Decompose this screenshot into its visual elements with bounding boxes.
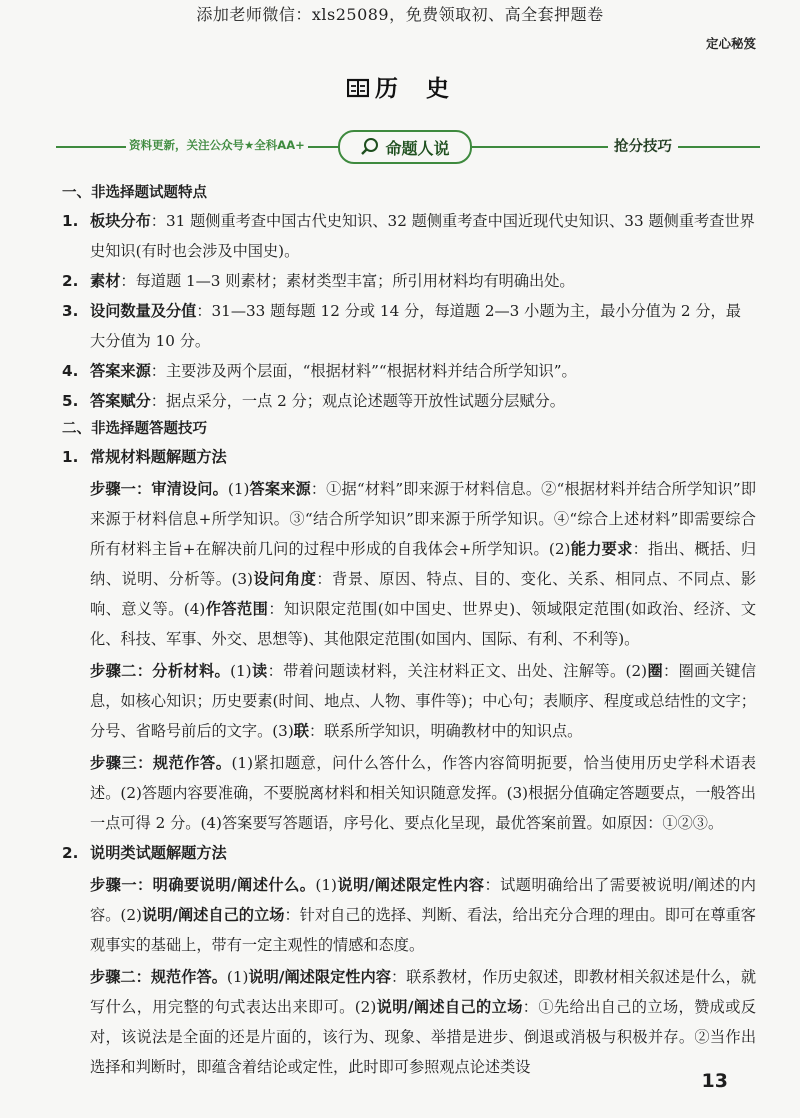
method-step — [62, 748, 756, 838]
ribbon-badge-label: 命题人说 — [385, 138, 450, 158]
method-heading — [62, 838, 756, 868]
ribbon-left-note: 资料更新，关注公众号★全科AA+ — [126, 137, 308, 153]
step-keyword: 圈 — [647, 662, 664, 680]
method-title: 常规材料题解题方法 — [90, 448, 227, 466]
step-keyword: 说明/阐述限定性内容 — [336, 876, 485, 894]
feature-item — [62, 206, 756, 266]
feature-item — [62, 386, 756, 416]
step-label: 步骤一：明确要说明/阐述什么。 — [90, 876, 316, 894]
item-text: ：31—33 题每题 12 分或 14 分，每道题 2—3 小题为主，最小分值为 2 分，最大分值为 10 分。 — [90, 302, 741, 350]
page-number: 13 — [701, 1070, 728, 1092]
item-keyword: 设问数量及分值 — [90, 302, 197, 320]
step-keyword: 说明/阐述自己的立场 — [141, 906, 285, 924]
item-text: ：31 题侧重考查中国古代史知识、32 题侧重考查中国近现代史知识、33 题侧重考查世界史知识(有时也会涉及中国史)。 — [90, 212, 755, 260]
item-number: 1. — [62, 212, 79, 230]
item-text: ：据点采分，一点 2 分；观点论述题等开放性试题分层赋分。 — [150, 392, 565, 410]
step-label: 步骤二：规范作答。 — [90, 968, 227, 986]
step-keyword: 作答范围 — [205, 600, 269, 618]
section-ribbon — [56, 130, 760, 164]
ribbon-right-note: 抢分技巧 — [608, 135, 678, 156]
step-text: ：圈画关键信息，如核心知识；历史要素(时间、地点、人物、事件等)；中心句；表顺序、程度或总结性的文字；分号、省略号前后的文字。(3) — [90, 662, 757, 740]
item-text: ：主要涉及两个层面，“根据材料”“根据材料并结合所学知识”。 — [150, 362, 577, 380]
item-number: 4. — [62, 362, 79, 380]
item-number: 1. — [62, 448, 79, 466]
step-text: ：试题明确给出了需要被说明/阐述的内容。(2) — [90, 876, 756, 924]
item-keyword: 答案来源 — [90, 362, 151, 380]
step-label: 步骤三：规范作答。 — [90, 754, 232, 772]
ribbon-badge — [338, 130, 472, 164]
step-text: ：联系教材，作历史叙述，即教材相关叙述是什么，就写什么，用完整的句式表达出来即可。(2) — [90, 968, 757, 1016]
step-text: (1) — [227, 480, 250, 498]
feature-item — [62, 266, 756, 296]
step-keyword: 说明/阐述限定性内容 — [248, 968, 391, 986]
method-step — [62, 474, 756, 654]
item-number: 2. — [62, 272, 79, 290]
step-text: (1) — [226, 968, 249, 986]
method-step — [62, 656, 756, 746]
title-char-1: 历 — [375, 76, 402, 102]
step-text: (1) — [230, 662, 252, 680]
feature-item — [62, 296, 756, 356]
method-title: 说明类试题解题方法 — [90, 844, 227, 862]
feature-item — [62, 356, 756, 386]
item-number: 2. — [62, 844, 79, 862]
page-title — [0, 70, 800, 103]
step-text: (1)紧扣题意，问什么答什么，作答内容简明扼要，恰当使用历史学科术语表述。(2)答题内容要准确，不要脱离材料和相关知识随意发挥。(3)根据分值确定答题要点，一般答出一点可得 2 分。(4)答案要写答题语，序号化、要点化呈现，最优答案前置。如原因：①②③。 — [90, 754, 757, 832]
item-number: 3. — [62, 302, 79, 320]
step-text: ：①先给出自己的立场，赞成或反对，该说法是全面的还是片面的，该行为、现象、举措是进步、倒退或消极与积极并存。②当作出选择和判断时，即蕴含着结论或定性，此时即可参照观点论述类设 — [90, 998, 757, 1076]
magnifier-icon — [360, 137, 380, 157]
step-text: ：知识限定范围(如中国史、世界史)、领域限定范围(如政治、经济、文化、科技、军事、外交、思想等)、其他限定范围(如国内、国际、有利、不利等)。 — [90, 600, 757, 648]
method-step — [62, 870, 756, 960]
corner-tag: 定心秘笈 — [705, 36, 756, 51]
step-keyword: 读 — [251, 662, 268, 680]
item-keyword: 板块分布 — [90, 212, 151, 230]
section-2-heading: 二、非选择题答题技巧 — [62, 421, 207, 437]
step-text: ：针对自己的选择、判断、看法，给出充分合理的理由。即可在尊重客观事实的基础上，带有一定主观性的情感和态度。 — [90, 906, 756, 954]
step-text: ：背景、原因、特点、目的、变化、关系、相同点、不同点、影响、意义等。(4) — [90, 570, 757, 618]
step-keyword: 答案来源 — [249, 480, 311, 498]
step-text: ：带着问题读材料，关注材料正文、出处、注解等。(2) — [267, 662, 648, 680]
step-label: 步骤二：分析材料。 — [90, 662, 231, 680]
step-keyword: 说明/阐述自己的立场 — [376, 998, 523, 1016]
step-text: ：指出、概括、归纳、说明、分析等。(3) — [90, 540, 757, 588]
method-heading — [62, 442, 756, 472]
step-text: (1) — [315, 876, 337, 894]
step-keyword: 联 — [293, 722, 309, 740]
item-text: ：每道题 1—3 则素材；素材类型丰富；所引用材料均有明确出处。 — [120, 272, 575, 290]
method-step — [62, 962, 756, 1082]
step-keyword: 能力要求 — [570, 540, 633, 558]
step-keyword: 设问角度 — [253, 570, 317, 588]
section-1-heading: 一、非选择题试题特点 — [62, 185, 207, 201]
step-text: ：①据“材料”即来源于材料信息。②“根据材料并结合所学知识”即来源于材料信息+所学知识。③“结合所学知识”即来源于所学知识。④“综合上述材料”即需要综合所有材料主旨+在解决前几问的过程中形成的自我体会+所学知识。(2) — [90, 480, 757, 558]
book-logo-icon — [347, 78, 369, 98]
step-text: ：联系所学知识，明确教材中的知识点。 — [308, 722, 583, 740]
item-keyword: 答案赋分 — [90, 392, 151, 410]
wechat-banner: 添加老师微信：xls25089，免费领取初、高全套押题卷 — [196, 5, 604, 24]
title-char-2: 史 — [426, 76, 453, 102]
step-label: 步骤一：审清设问。 — [90, 480, 228, 498]
main-content — [62, 180, 756, 1082]
item-number: 5. — [62, 392, 79, 410]
item-keyword: 素材 — [90, 272, 121, 290]
